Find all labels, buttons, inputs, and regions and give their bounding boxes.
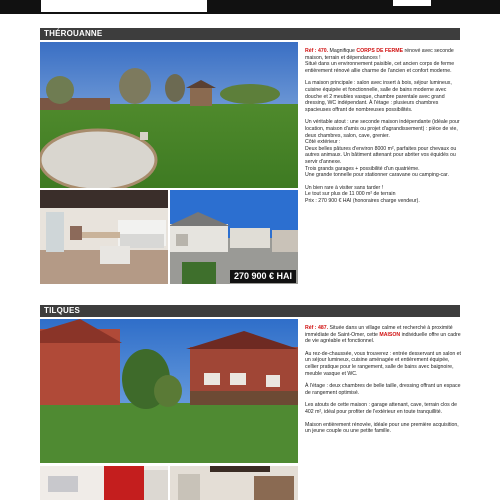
main-photo-farm-yard [40, 42, 298, 188]
photo-interior-red-wall [40, 466, 168, 500]
listing-intro: Réf : 470. Magnifique CORPS DE FERME rénové avec seconde maison, terrain et dépendances ! Situé dans un environnement paisible, cet ancien corps de ferme entièrement rénové allie charme de l'ancien et confort moderne. [305, 48, 455, 74]
main-photo-house-garden [40, 319, 298, 463]
header-box-right [392, 0, 432, 7]
paragraph: La maison principale : salon avec insert à bois, séjour lumineux, cuisine équipée et fonctionnelle, salle de bains moderne avec douche et 2 meubles vasque, chambre parentale avec grand dressing, WC indépendant. À l'étage : plusieurs chambres spacieuses offrant de nombreuses possibilités. [305, 80, 452, 113]
listing-description [305, 325, 463, 441]
paragraph: Les atouts de cette maison : garage attenant, cave, terrain clos de 402 m², idéal pour profiter de l'extérieur en toute tranquillité. [305, 402, 457, 415]
listing-intro: Réf : 487. Située dans un village calme et recherché à proximité immédiate de Saint-Omer, cette MAISON individuelle offre un cadre de vie agréable et fonctionnel. [305, 325, 461, 345]
photo-kitchen-interior [40, 190, 168, 284]
listing-title-bar: THÉROUANNE [40, 28, 460, 40]
paragraph: Un bien rare à visiter sans tarder ! Le tout sur plus de 11 000 m² de terrain Prix : 270 900 € HAI (honoraires charge vendeur). [305, 184, 420, 204]
ref-number: Réf : 487. [305, 325, 329, 331]
paragraph: Un véritable atout : une seconde maison indépendante (idéale pour location, maison d'amis ou projet d'agrandissement) : pièce de vie, deux chambres, salon, cave, grenier. Côté extérieur : Deux belles pâtures d'environ 8000 m², parfaites pour chevaux ou autres animaux. Un bâtiment attenant pour abriter vos équidés ou servir d'annexe. Trois grands garages + possibilité d'un quatrième. Une grande tonnelle pour stationner caravane ou camping-car. [305, 119, 460, 179]
property-type: MAISON [379, 331, 401, 338]
paragraph: Au rez-de-chaussée, vous trouverez : entrée desservant un salon et un séjour lumineux, cuisine aménagée et entièrement équipée, cellier pratique pour le rangement, salle de bains avec baignoire, meuble vasque et WC. [305, 350, 461, 377]
photo-interior-room [170, 466, 298, 500]
header-box-left [40, 0, 208, 13]
paragraph: Maison entièrement rénovée, idéale pour une première acquisition, un jeune couple ou une petite famille. [305, 421, 459, 435]
price-badge: 270 900 € HAI [230, 270, 296, 283]
listing-description [305, 48, 463, 204]
listing-title-bar: TILQUES [40, 305, 460, 317]
paragraph: À l'étage : deux chambres de belle taille, dressing offrant un espace de rangement optimisé. [305, 383, 461, 396]
property-type: CORPS DE FERME [356, 48, 404, 54]
ref-number: Réf : 470. [305, 48, 329, 54]
paragraph: Situé dans un environnement paisible, cet ancien corps de ferme entièrement rénové allie charme de l'ancien et confort moderne. [305, 61, 455, 74]
